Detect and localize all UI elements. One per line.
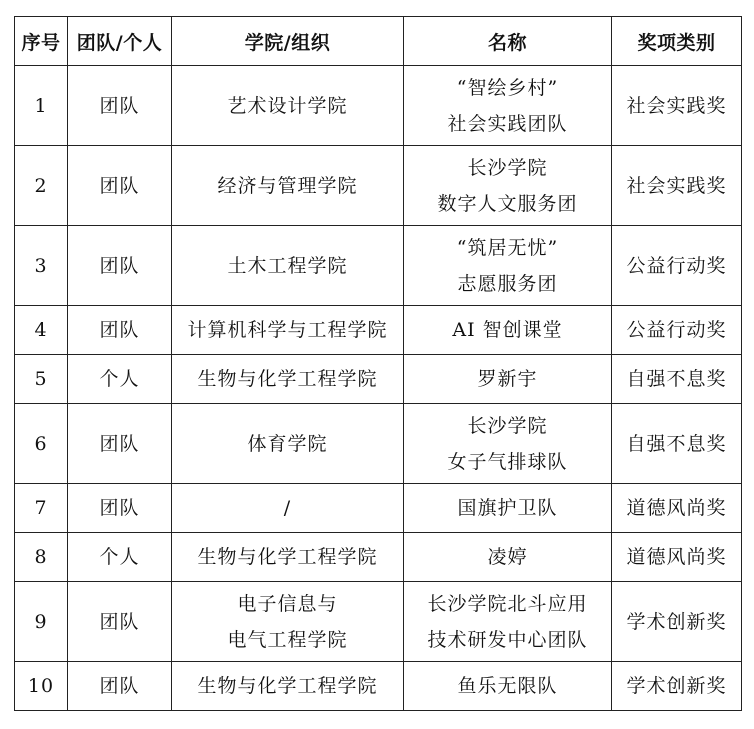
cell-type: 个人 <box>68 533 172 582</box>
cell-name-line: AI 智创课堂 <box>452 319 563 341</box>
cell-category: 公益行动奖 <box>612 226 742 306</box>
cell-college-line: 计算机科学与工程学院 <box>187 319 388 341</box>
cell-name-line: 凌婷 <box>487 546 528 568</box>
cell-college <box>172 146 404 226</box>
cell-category: 道德风尚奖 <box>612 533 742 582</box>
header-row <box>15 17 742 66</box>
cell-college-line: / <box>283 497 292 519</box>
cell-name-line: 志愿服务团 <box>457 272 558 295</box>
table-row <box>15 355 742 404</box>
cell-college-line: 土木工程学院 <box>227 254 348 277</box>
cell-type: 团队 <box>68 404 172 484</box>
table-row <box>15 404 742 484</box>
cell-college <box>172 582 404 662</box>
cell-name <box>404 662 612 711</box>
cell-index: 6 <box>15 404 68 484</box>
cell-index: 8 <box>15 533 68 582</box>
cell-type: 团队 <box>68 582 172 662</box>
header-type: 团队/个人 <box>68 17 172 66</box>
cell-name-line: 技术研发中心团队 <box>427 628 588 651</box>
cell-index: 10 <box>15 662 68 711</box>
awards-table <box>14 16 742 711</box>
cell-category: 自强不息奖 <box>612 404 742 484</box>
cell-college <box>172 66 404 146</box>
cell-college-line: 电子信息与 <box>237 592 338 615</box>
cell-category: 自强不息奖 <box>612 355 742 404</box>
cell-college-line: 体育学院 <box>247 432 328 455</box>
cell-name-line: “智绘乡村” <box>456 76 559 99</box>
table-row <box>15 533 742 582</box>
cell-index: 7 <box>15 484 68 533</box>
table-row <box>15 66 742 146</box>
cell-name <box>404 355 612 404</box>
table-row <box>15 662 742 711</box>
cell-name <box>404 533 612 582</box>
cell-college <box>172 355 404 404</box>
cell-name-line: 女子气排球队 <box>447 450 568 473</box>
cell-name <box>404 306 612 355</box>
cell-index: 9 <box>15 582 68 662</box>
cell-category: 学术创新奖 <box>612 662 742 711</box>
cell-index: 5 <box>15 355 68 404</box>
cell-name-line: 数字人文服务团 <box>437 192 578 215</box>
header-name: 名称 <box>404 17 612 66</box>
cell-index: 4 <box>15 306 68 355</box>
cell-category: 道德风尚奖 <box>612 484 742 533</box>
cell-name-line: 长沙学院北斗应用 <box>427 592 588 615</box>
cell-type: 团队 <box>68 484 172 533</box>
cell-name-line: 国旗护卫队 <box>457 497 558 519</box>
table-row <box>15 146 742 226</box>
table-row <box>15 484 742 533</box>
cell-college-line: 经济与管理学院 <box>217 174 358 197</box>
cell-index: 1 <box>15 66 68 146</box>
cell-name <box>404 404 612 484</box>
cell-name-line: 长沙学院 <box>467 156 548 179</box>
header-college: 学院/组织 <box>172 17 404 66</box>
cell-name-line: 罗新宇 <box>477 368 538 390</box>
cell-type: 团队 <box>68 66 172 146</box>
cell-college-line: 生物与化学工程学院 <box>197 675 378 697</box>
cell-college-line: 电气工程学院 <box>227 628 348 651</box>
cell-name <box>404 146 612 226</box>
cell-name <box>404 484 612 533</box>
cell-college-line: 艺术设计学院 <box>227 94 348 117</box>
cell-name-line: 社会实践团队 <box>447 112 568 135</box>
cell-college <box>172 533 404 582</box>
cell-college-line: 生物与化学工程学院 <box>197 368 378 390</box>
cell-category: 社会实践奖 <box>612 66 742 146</box>
cell-index: 2 <box>15 146 68 226</box>
cell-college <box>172 662 404 711</box>
cell-name <box>404 66 612 146</box>
cell-category: 学术创新奖 <box>612 582 742 662</box>
cell-type: 团队 <box>68 662 172 711</box>
table-row <box>15 582 742 662</box>
cell-college <box>172 404 404 484</box>
header-index: 序号 <box>15 17 68 66</box>
cell-college <box>172 226 404 306</box>
cell-name <box>404 582 612 662</box>
cell-type: 团队 <box>68 306 172 355</box>
cell-college <box>172 306 404 355</box>
cell-college-line: 生物与化学工程学院 <box>197 546 378 568</box>
cell-name <box>404 226 612 306</box>
cell-name-line: 长沙学院 <box>467 414 548 437</box>
cell-type: 团队 <box>68 226 172 306</box>
cell-type: 团队 <box>68 146 172 226</box>
table-row <box>15 306 742 355</box>
cell-name-line: “筑居无忧” <box>456 236 559 259</box>
cell-category: 公益行动奖 <box>612 306 742 355</box>
cell-name-line: 鱼乐无限队 <box>457 675 558 697</box>
cell-college <box>172 484 404 533</box>
table-row <box>15 226 742 306</box>
header-category: 奖项类别 <box>612 17 742 66</box>
cell-category: 社会实践奖 <box>612 146 742 226</box>
cell-type: 个人 <box>68 355 172 404</box>
cell-index: 3 <box>15 226 68 306</box>
